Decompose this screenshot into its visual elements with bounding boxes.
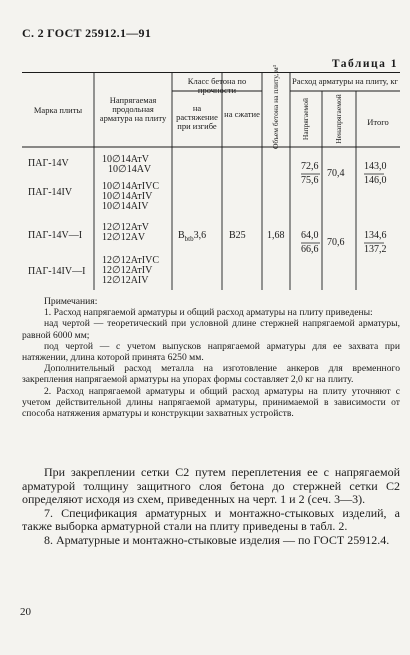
row-2-reinf-3: 10∅14АIV (102, 201, 149, 212)
paragraph-8: 8. Арматурные и монтажно-стыковые изделия — по ГОСТ 25912.4. (44, 532, 390, 547)
note-1-below-line: под чертой — с учетом выпусков напрягаемой арматуры для ее захвата при натяжении, длина которой принята 6250 мм. (22, 340, 400, 364)
head-consumption: Расход арматуры на плиту, кг (292, 76, 398, 86)
g2-prestressed-actual: 66,6 (301, 244, 319, 255)
class-tensile-letter: B (178, 230, 185, 241)
notes-title: Примечания: (44, 296, 98, 307)
g1-nonprestressed: 70,4 (327, 168, 345, 179)
note-1-above-line: над чертой — теоретический при условной длине стержней напрягаемой арматуры, равной 6000 мм; (22, 318, 400, 341)
page-header: С. 2 ГОСТ 25912.1—91 (22, 26, 152, 40)
head-concrete-class: Класс бетона по прочности (187, 76, 247, 95)
row-4-mark: ПАГ-14IV—I (28, 266, 86, 277)
paragraph-7: 7. Спецификация арматурных и монтажно-стыковых изделий, а также выборка арматурной стали на плиту приведены в табл. 2. (22, 505, 400, 534)
g2-nonprestressed: 70,6 (327, 237, 345, 248)
row-1-reinf-1: 10∅14АтV (102, 154, 150, 165)
g1-prestressed-theoretical: 72,6 (301, 161, 319, 172)
row-3-mark: ПАГ-14V—I (28, 230, 83, 241)
volume-value: 1,68 (267, 230, 285, 241)
g2-total-theoretical: 134,6 (364, 230, 387, 241)
head-consumption-prestressed: Напрягаемой (301, 97, 310, 141)
row-3-reinf-1: 12∅12АтV (102, 222, 150, 233)
head-concrete-volume: Объем бетона на плиту, м³ (271, 65, 280, 149)
table-1 (22, 65, 400, 290)
head-consumption-total: Итого (367, 117, 389, 127)
class-tensile-value (178, 231, 206, 245)
row-2-reinf-1: 10∅14АтIVC (102, 181, 160, 192)
g1-total-actual: 146,0 (364, 175, 387, 186)
paragraph-mesh: При закреплении сетки С2 путем переплетения ее с напрягаемой арматурой толщину защитного слоя бетона до стержней сетки С2 определяют исходя из схем, приведенных на черт. 1 и 2 (сеч. 3—3). (22, 465, 400, 507)
head-class-compressive: на сжатие (224, 109, 260, 119)
note-2: 2. Расход напрягаемой арматуры и общий расход арматуры на плиту уточняют с учетом действительной длины напрягаемой арматуры, принимаемой в зависимости от способа натяжения арматуры и конструкции захватных устройств. (22, 385, 400, 420)
g2-total-actual: 137,2 (364, 244, 387, 255)
row-1-mark: ПАГ-14V (28, 158, 69, 169)
body-text (22, 466, 400, 548)
g1-total-theoretical: 143,0 (364, 161, 387, 172)
table-caption: Таблица 1 (331, 58, 398, 70)
g1-prestressed-actual: 75,6 (301, 175, 319, 186)
row-2-reinf-2: 10∅14АтIV (102, 191, 153, 202)
note-1: 1. Расход напрягаемой арматуры и общий расход арматуры на плиту приведены: (44, 307, 373, 319)
row-4-reinf-2: 12∅12АтIV (102, 265, 153, 276)
table-notes (22, 296, 400, 419)
class-compressive-value: B25 (229, 230, 246, 241)
head-reinforcement: Напрягаемая продольная арматура на плиту (99, 95, 167, 123)
row-4-reinf-1: 12∅12АтIVC (102, 255, 160, 266)
row-3-reinf-2: 12∅12АV (102, 232, 146, 243)
page-number: 20 (20, 606, 31, 618)
g2-prestressed-theoretical: 64,0 (301, 230, 319, 241)
note-1-anchors: Дополнительный расход металла на изготовление анкеров для временного закрепления напрягаемой арматуры на упорах формы составляет 2,0 кг на плиту. (22, 363, 400, 386)
class-tensile-number: 3,6 (193, 230, 207, 241)
class-tensile-subscript: btb (184, 235, 194, 243)
head-mark: Марка плиты (33, 105, 83, 115)
head-class-tensile: на растяжение при изгибе (176, 103, 218, 131)
row-4-reinf-3: 12∅12АIV (102, 275, 149, 286)
row-1-reinf-2: 10∅14АV (108, 164, 152, 175)
row-2-mark: ПАГ-14IV (28, 187, 73, 198)
head-consumption-nonprestressed: Ненапрягаемой (334, 94, 343, 144)
